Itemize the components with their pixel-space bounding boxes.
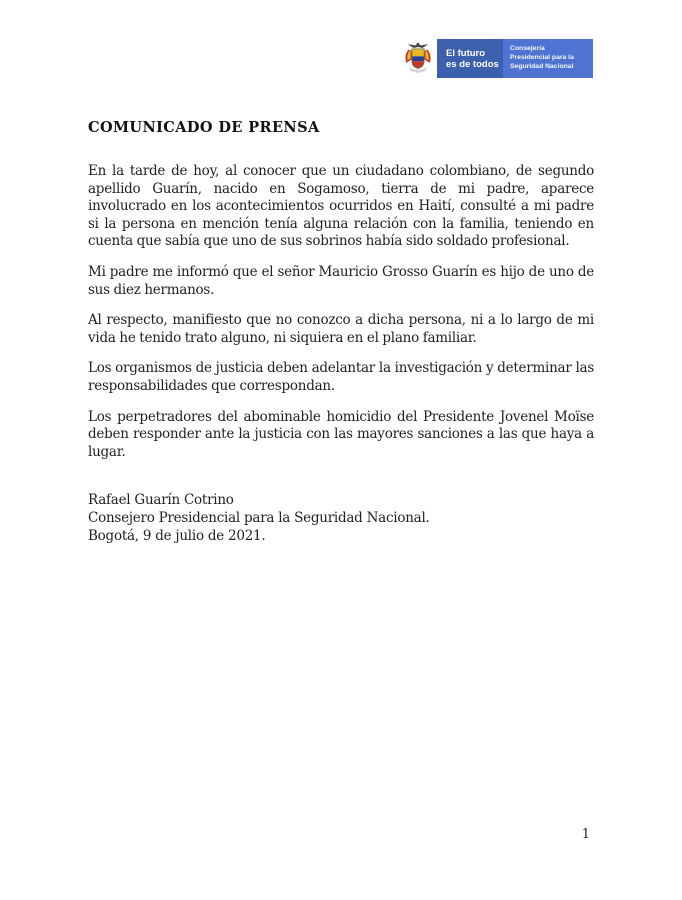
paragraph-1: En la tarde de hoy, al conocer que un ciudadano colombiano, de segundo apellido Guarín, nacido en Sogamoso, tierra de mi padre, aparece involucrado en los acontecimientos ocurridos en Haití, consulté a mi padre si la persona en mención tenía alguna relación con la familia, teniendo en cuenta que sabía que uno de sus sobrinos había sido soldado profesional. (88, 163, 594, 250)
document-title: COMUNICADO DE PRENSA (88, 119, 320, 136)
signature-name: Rafael Guarín Cotrino (88, 492, 234, 509)
paragraph-5: Los perpetradores del abominable homicidio del Presidente Jovenel Moïse deben responder ante la justicia con las mayores sanciones a las que haya a lugar. (88, 408, 594, 460)
paragraph-2: Mi padre me informó que el señor Mauricio Grosso Guarín es hijo de uno de sus diez hermanos. (88, 263, 594, 298)
brand-slogan-line2: es de todos (446, 58, 499, 70)
brand-entity-name: Consejería Presidencial para la Seguridad Nacional (510, 45, 574, 70)
page-number: 1 (581, 827, 590, 842)
signature-role: Consejero Presidencial para la Seguridad Nacional. (88, 509, 430, 526)
signature-block (88, 492, 594, 545)
brand-slogan-line1: El futuro (446, 47, 486, 59)
document-content (88, 0, 594, 545)
signature-date-place: Bogotá, 9 de julio de 2021. (88, 527, 266, 544)
paragraph-4: Los organismos de justicia deben adelantar la investigación y determinar las responsabilidades que correspondan. (88, 360, 594, 394)
paragraph-3: Al respecto, manifiesto que no conozco a dicha persona, ni a lo largo de mi vida he tenido trato alguno, ni siquiera en el plano familiar. (88, 312, 594, 346)
